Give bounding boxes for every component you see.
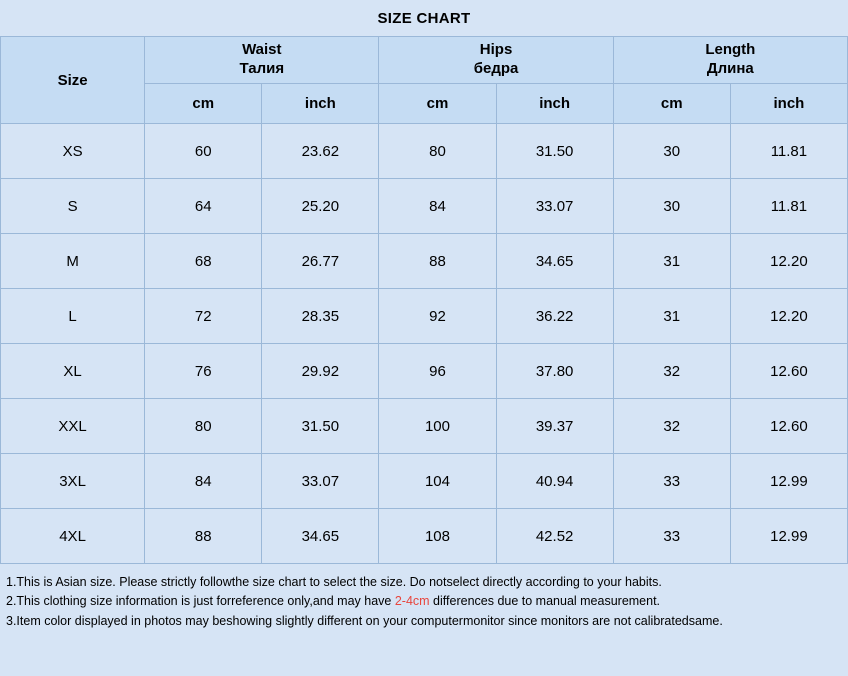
header-row-groups (1, 37, 848, 84)
cell-waist-inch: 31.50 (262, 399, 379, 454)
note-measurement-part2: differences due to manual measurement. (429, 594, 661, 609)
notes-section (0, 564, 848, 631)
header-group-length-ru: Длина (706, 60, 754, 77)
cell-waist-cm: 60 (145, 124, 262, 179)
cell-length-inch: 11.81 (730, 179, 847, 234)
cell-waist-cm: 88 (145, 509, 262, 564)
cell-size: S (1, 179, 145, 234)
cell-hips-cm: 88 (379, 234, 496, 289)
header-waist-inch: inch (262, 84, 379, 124)
cell-waist-inch: 23.62 (262, 124, 379, 179)
cell-size: L (1, 289, 145, 344)
cell-size: M (1, 234, 145, 289)
cell-waist-inch: 29.92 (262, 344, 379, 399)
header-group-length (613, 37, 847, 84)
cell-length-cm: 31 (613, 234, 730, 289)
table-row (1, 509, 848, 564)
cell-hips-cm: 104 (379, 454, 496, 509)
header-hips-cm: cm (379, 84, 496, 124)
cell-waist-inch: 34.65 (262, 509, 379, 564)
header-length-inch: inch (730, 84, 847, 124)
cell-length-inch: 12.99 (730, 454, 847, 509)
cell-length-inch: 12.20 (730, 234, 847, 289)
cell-waist-inch: 25.20 (262, 179, 379, 234)
header-group-waist-en: Waist (242, 41, 282, 59)
cell-length-cm: 33 (613, 509, 730, 564)
cell-hips-inch: 33.07 (496, 179, 613, 234)
cell-waist-cm: 68 (145, 234, 262, 289)
note-asian-size: 1.This is Asian size. Please strictly followthe size chart to select the size. Do notselect directly according to your habits. (6, 575, 662, 589)
cell-hips-inch: 37.80 (496, 344, 613, 399)
cell-waist-cm: 76 (145, 344, 262, 399)
cell-hips-inch: 36.22 (496, 289, 613, 344)
cell-hips-inch: 34.65 (496, 234, 613, 289)
cell-size: XL (1, 344, 145, 399)
table-body (1, 124, 848, 564)
cell-hips-inch: 40.94 (496, 454, 613, 509)
cell-waist-cm: 64 (145, 179, 262, 234)
size-chart-table (0, 36, 848, 564)
cell-length-cm: 32 (613, 344, 730, 399)
cell-hips-inch: 31.50 (496, 124, 613, 179)
table-row (1, 454, 848, 509)
cell-waist-cm: 84 (145, 454, 262, 509)
cell-waist-inch: 26.77 (262, 234, 379, 289)
cell-length-cm: 32 (613, 399, 730, 454)
cell-hips-cm: 84 (379, 179, 496, 234)
cell-hips-cm: 100 (379, 399, 496, 454)
note-measurement-part1: 2.This clothing size information is just forreference only,and may have (6, 594, 395, 609)
cell-length-inch: 12.99 (730, 509, 847, 564)
cell-waist-inch: 33.07 (262, 454, 379, 509)
cell-length-cm: 30 (613, 124, 730, 179)
cell-length-inch: 12.60 (730, 344, 847, 399)
cell-waist-cm: 72 (145, 289, 262, 344)
cell-hips-cm: 96 (379, 344, 496, 399)
header-length-cm: cm (613, 84, 730, 124)
header-group-waist-ru: Талия (239, 60, 285, 77)
cell-length-inch: 11.81 (730, 124, 847, 179)
cell-length-inch: 12.60 (730, 399, 847, 454)
cell-size: 4XL (1, 509, 145, 564)
header-group-hips-ru: бедра (473, 60, 519, 77)
table-row (1, 289, 848, 344)
header-waist-cm: cm (145, 84, 262, 124)
cell-hips-inch: 42.52 (496, 509, 613, 564)
header-group-waist (145, 37, 379, 84)
table-row (1, 344, 848, 399)
cell-hips-cm: 108 (379, 509, 496, 564)
header-group-length-en: Length (705, 41, 756, 59)
cell-size: XXL (1, 399, 145, 454)
cell-length-cm: 33 (613, 454, 730, 509)
note-measurement-highlight: 2-4cm (394, 594, 430, 609)
cell-waist-inch: 28.35 (262, 289, 379, 344)
page-title: SIZE CHART (377, 10, 471, 27)
note-measurement-tolerance (6, 592, 842, 611)
cell-hips-cm: 80 (379, 124, 496, 179)
header-group-hips (379, 37, 613, 84)
cell-length-cm: 31 (613, 289, 730, 344)
table-row (1, 399, 848, 454)
table-row (1, 124, 848, 179)
cell-waist-cm: 80 (145, 399, 262, 454)
header-size: Size (1, 37, 145, 124)
cell-size: 3XL (1, 454, 145, 509)
header-group-hips-en: Hips (479, 41, 513, 59)
cell-length-inch: 12.20 (730, 289, 847, 344)
note-color-display: 3.Item color displayed in photos may beshowing slightly different on your computermonitor since monitors are not calibratedsame. (6, 613, 723, 628)
cell-hips-inch: 39.37 (496, 399, 613, 454)
cell-length-cm: 30 (613, 179, 730, 234)
cell-size: XS (1, 124, 145, 179)
table-row (1, 234, 848, 289)
cell-hips-cm: 92 (379, 289, 496, 344)
table-row (1, 179, 848, 234)
table-header (1, 37, 848, 124)
header-hips-inch: inch (496, 84, 613, 124)
